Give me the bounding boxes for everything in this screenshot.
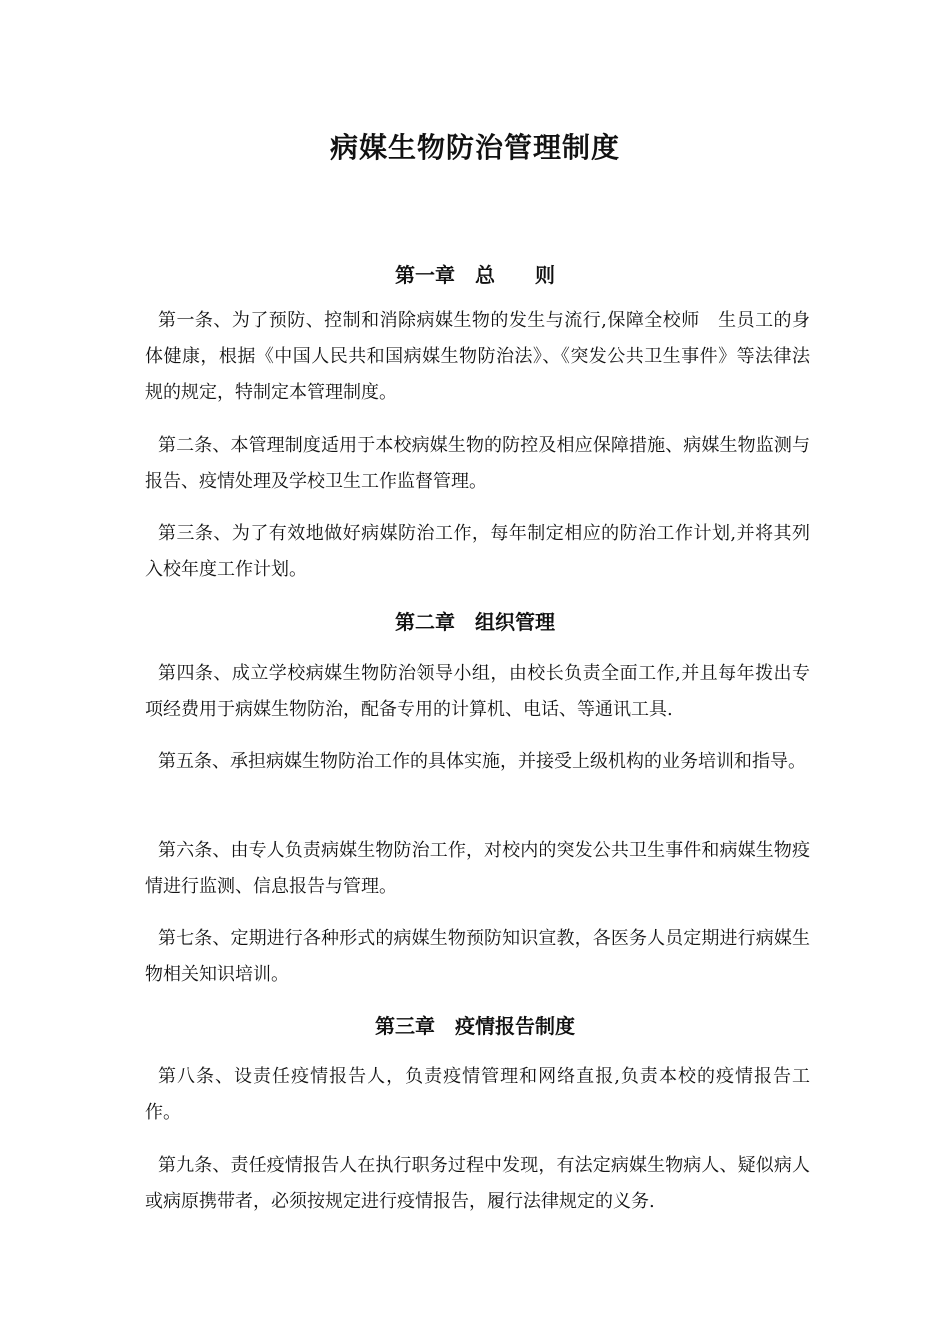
chapter-3-heading: 第三章 疫情报告制度 (375, 1014, 575, 1038)
article-1: 第一条、为了预防、控制和消除病媒生物的发生与流行,保障全校师 生员工的身体健康，根据《中国人民共和国病媒生物防治法》、《突发公共卫生事件》等法律法规的规定，特制定本管理制度。 (145, 310, 810, 403)
article-3: 第三条、为了有效地做好病媒防治工作，每年制定相应的防治工作计划,并将其列入校年度工作计划。 (145, 523, 810, 580)
article-2: 第二条、本管理制度适用于本校病媒生物的防控及相应保障措施、病媒生物监测与报告、疫情处理及学校卫生工作监督管理。 (145, 435, 810, 492)
document-title: 病媒生物防治管理制度 (329, 131, 620, 164)
article-8: 第八条、设责任疫情报告人，负责疫情管理和网络直报,负责本校的疫情报告工作。 (145, 1066, 810, 1123)
chapter-1-heading: 第一章 总 则 (395, 263, 555, 287)
chapter-2-heading: 第二章 组织管理 (395, 610, 555, 634)
article-7: 第七条、定期进行各种形式的病媒生物预防知识宣教，各医务人员定期进行病媒生物相关知识培训。 (145, 928, 810, 985)
article-4: 第四条、成立学校病媒生物防治领导小组，由校长负责全面工作,并且每年拨出专项经费用于病媒生物防治，配备专用的计算机、电话、等通讯工具. (145, 663, 810, 720)
article-9: 第九条、责任疫情报告人在执行职务过程中发现，有法定病媒生物病人、疑似病人或病原携带者，必须按规定进行疫情报告，履行法律规定的义务. (145, 1155, 810, 1212)
article-6: 第六条、由专人负责病媒生物防治工作，对校内的突发公共卫生事件和病媒生物疫情进行监测、信息报告与管理。 (145, 840, 810, 897)
article-5: 第五条、承担病媒生物防治工作的具体实施，并接受上级机构的业务培训和指导。 (158, 751, 806, 772)
